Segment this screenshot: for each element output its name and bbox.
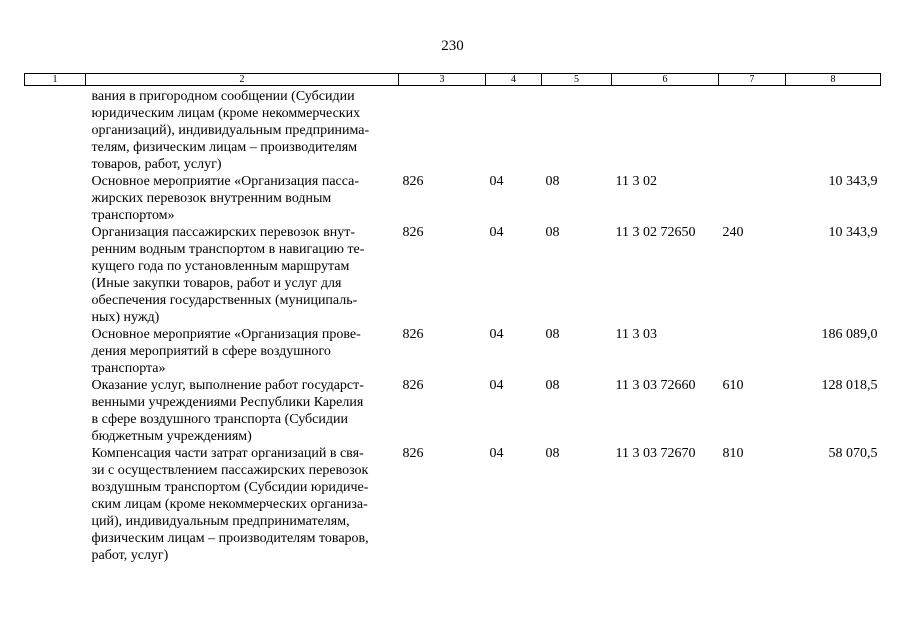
name-line: дения мероприятий в сфере воздушного	[91, 344, 331, 359]
name-line: (Иные закупки товаров, работ и услуг для	[91, 276, 342, 291]
expense-type-cell	[719, 326, 786, 377]
name-line: венными учреждениями Республики Карелия	[91, 395, 364, 410]
column-header: 7	[719, 74, 786, 86]
ministry-cell: 826	[402, 446, 424, 461]
section-cell	[486, 86, 542, 174]
page-number: 230	[441, 38, 464, 54]
ministry-cell: 826	[402, 225, 424, 240]
amount-cell: 10 343,9	[828, 174, 878, 189]
name-line: ций), индивидуальным предпринимателям,	[91, 514, 350, 529]
expense-type-cell	[719, 86, 786, 174]
name-line: ных) нужд)	[91, 310, 160, 325]
table-row	[25, 377, 881, 445]
expense-type-cell	[719, 173, 786, 224]
name-line: ским лицам (кроме некоммерческих организа-	[91, 497, 368, 512]
name-line: жирских перевозок внутренним водным	[91, 191, 332, 206]
subsection-cell: 08	[545, 327, 560, 342]
name-cell	[86, 377, 399, 445]
name-line: работ, услуг)	[91, 548, 169, 563]
name-line: юридическим лицам (кроме некоммерческих	[91, 106, 361, 121]
target-cell: 11 3 02	[615, 174, 657, 189]
number-cell	[25, 224, 86, 326]
table-row	[25, 173, 881, 224]
name-line: товаров, работ, услуг)	[91, 157, 222, 172]
table-row	[25, 224, 881, 326]
number-cell	[25, 445, 86, 564]
ministry-cell	[399, 86, 486, 174]
ministry-cell: 826	[402, 378, 424, 393]
budget-table	[24, 73, 881, 564]
column-header: 6	[612, 74, 719, 86]
amount-cell: 10 343,9	[828, 225, 878, 240]
name-cell	[86, 173, 399, 224]
column-number-row	[25, 74, 881, 86]
number-cell	[25, 86, 86, 174]
amount-cell: 128 018,5	[821, 378, 878, 393]
section-cell: 04	[489, 446, 504, 461]
name-line: организаций), индивидуальным предпринима-	[91, 123, 370, 138]
expense-type-cell: 610	[722, 378, 744, 393]
section-cell: 04	[489, 225, 504, 240]
amount-cell: 58 070,5	[828, 446, 878, 461]
name-line: Основное мероприятие «Организация пасса-	[91, 174, 360, 189]
column-header: 8	[786, 74, 881, 86]
target-cell: 11 3 03	[615, 327, 657, 342]
name-line: Основное мероприятие «Организация прове-	[91, 327, 361, 342]
name-line: Оказание услуг, выполнение работ государст-	[91, 378, 364, 393]
section-cell: 04	[489, 378, 504, 393]
name-cell	[86, 445, 399, 564]
name-line: обеспечения государственных (муниципаль-	[91, 293, 358, 308]
amount-cell: 186 089,0	[821, 327, 878, 342]
subsection-cell	[542, 86, 612, 174]
ministry-cell: 826	[402, 327, 424, 342]
name-line: Компенсация части затрат организаций в свя-	[91, 446, 364, 461]
number-cell	[25, 173, 86, 224]
name-line: вания в пригородном сообщении (Субсидии	[91, 89, 355, 104]
name-line: зи с осуществлением пассажирских перевозок	[91, 463, 369, 478]
table-row	[25, 86, 881, 174]
target-cell: 11 3 03 72670	[615, 446, 696, 461]
subsection-cell: 08	[545, 378, 560, 393]
number-cell	[25, 377, 86, 445]
name-line: ренним водным транспортом в навигацию те-	[91, 242, 365, 257]
section-cell: 04	[489, 174, 504, 189]
column-header: 1	[25, 74, 86, 86]
column-header: 3	[399, 74, 486, 86]
name-line: бюджетным учреждениям)	[91, 429, 252, 444]
expense-type-cell: 810	[722, 446, 744, 461]
target-cell: 11 3 03 72660	[615, 378, 696, 393]
name-cell	[86, 86, 399, 174]
name-line: телям, физическим лицам – производителям	[91, 140, 358, 155]
subsection-cell: 08	[545, 225, 560, 240]
subsection-cell: 08	[545, 446, 560, 461]
name-line: физическим лицам – производителям товаров,	[91, 531, 369, 546]
table-row	[25, 445, 881, 564]
ministry-cell: 826	[402, 174, 424, 189]
name-line: в сфере воздушного транспорта (Субсидии	[91, 412, 348, 427]
target-cell: 11 3 02 72650	[615, 225, 696, 240]
name-line: транспорта»	[91, 361, 166, 376]
amount-cell	[786, 86, 881, 174]
table-row	[25, 326, 881, 377]
column-header: 4	[486, 74, 542, 86]
section-cell: 04	[489, 327, 504, 342]
name-line: кущего года по установленным маршрутам	[91, 259, 350, 274]
name-line: воздушным транспортом (Субсидии юридиче-	[91, 480, 369, 495]
subsection-cell: 08	[545, 174, 560, 189]
name-line: Организация пассажирских перевозок внут-	[91, 225, 355, 240]
name-line: транспортом»	[91, 208, 175, 223]
column-header: 5	[542, 74, 612, 86]
number-cell	[25, 326, 86, 377]
target-cell	[612, 86, 719, 174]
expense-type-cell: 240	[722, 225, 744, 240]
column-header: 2	[86, 74, 399, 86]
name-cell	[86, 326, 399, 377]
name-cell	[86, 224, 399, 326]
